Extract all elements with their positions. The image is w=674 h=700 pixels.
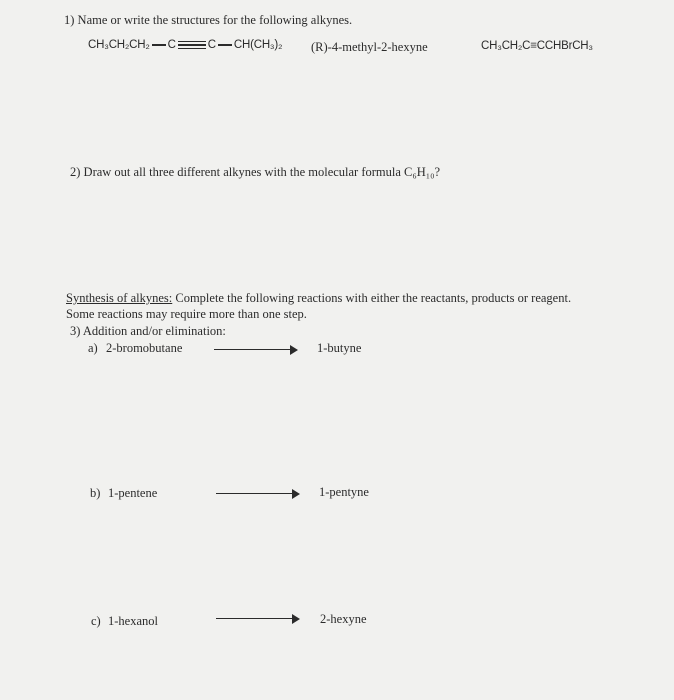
question-1-text: Name or write the structures for the following alkynes. — [77, 13, 353, 27]
reaction-b-label: b) — [90, 486, 101, 500]
structure-1 — [88, 39, 282, 51]
structure-3: CH₃CH₂C≡CCHBrCH₃ — [481, 40, 593, 52]
question-3-heading: 3) Addition and/or elimination: — [70, 324, 226, 338]
question-1-number: 1) — [64, 13, 75, 27]
triple-bond — [178, 40, 206, 50]
reaction-c-arrow — [216, 613, 300, 625]
structure-1-left: CH₃CH₂CH₂ — [88, 39, 150, 51]
reaction-a-arrow — [214, 344, 298, 356]
structure-1-carbon-b: C — [207, 39, 216, 51]
synthesis-instructions: Complete the following reactions with either the reactants, products or reagent. — [175, 291, 572, 305]
question-2 — [70, 165, 440, 180]
reaction-c-product: 2-hexyne — [320, 612, 367, 626]
structure-2-name: (R)-4-methyl-2-hexyne — [311, 40, 428, 54]
synthesis-title: Synthesis of alkynes: — [66, 291, 173, 305]
reaction-b-reactant: 1-pentene — [108, 486, 158, 500]
reaction-a-label: a) — [88, 341, 98, 355]
question-2-text: Draw out all three different alkynes with the molecular formula C₆H₁₀? — [83, 165, 441, 179]
reaction-a-reactant: 2-bromobutane — [106, 341, 183, 355]
reaction-b-arrow — [216, 488, 300, 500]
synthesis-note: Some reactions may require more than one step. — [66, 307, 307, 321]
question-2-number: 2) — [70, 165, 81, 179]
single-bond — [152, 44, 166, 45]
reaction-a-product: 1-butyne — [317, 341, 362, 355]
question-1 — [64, 13, 352, 28]
reaction-b-product: 1-pentyne — [319, 485, 369, 499]
structure-1-right: CH(CH₃)₂ — [233, 39, 283, 51]
reaction-c-reactant: 1-hexanol — [108, 614, 158, 628]
single-bond — [218, 44, 232, 45]
synthesis-intro — [66, 291, 571, 306]
structure-1-carbon-a: C — [167, 39, 176, 51]
reaction-c-label: c) — [91, 614, 101, 628]
